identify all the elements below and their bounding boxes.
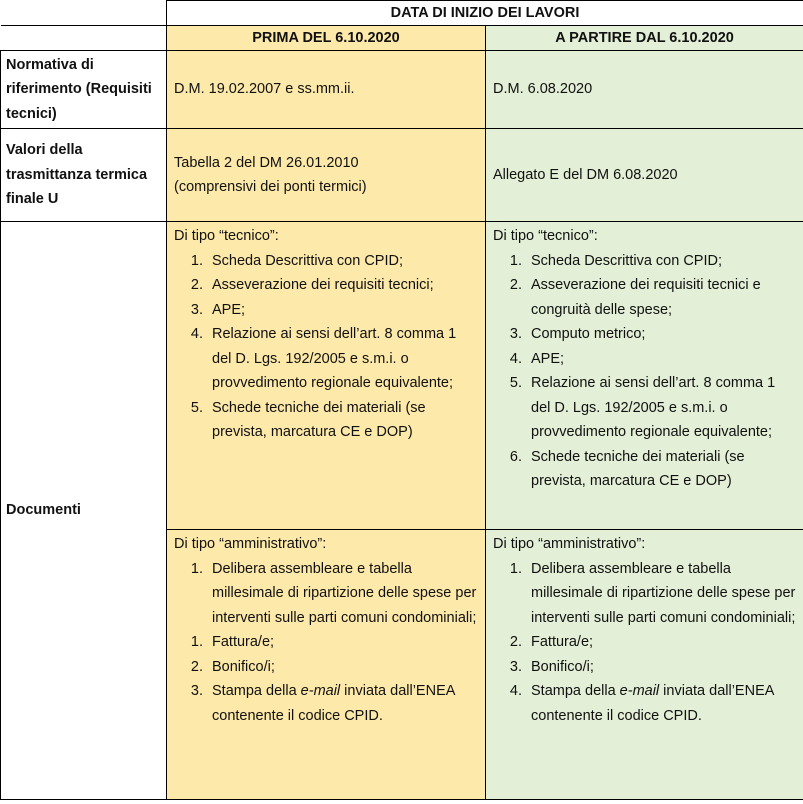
row-trasmittanza xyxy=(1,129,803,222)
tecnico-before-list xyxy=(174,249,478,445)
tecnico-before-heading: Di tipo “tecnico”: xyxy=(174,228,279,244)
amm-before-list xyxy=(174,557,478,729)
column-header-row xyxy=(1,26,803,51)
row-documenti-tecnico xyxy=(1,222,803,530)
list-item: 4. Relazione ai sensi dell’art. 8 comma 1 del D. Lgs. 192/2005 e s.m.i. o provvedimento regionale equivalente; xyxy=(190,326,457,391)
column-header-before: PRIMA DEL 6.10.2020 xyxy=(167,26,486,51)
tecnico-before-cell xyxy=(167,222,486,530)
column-header-after: A PARTIRE DAL 6.10.2020 xyxy=(486,26,803,51)
trasmittanza-after: Allegato E del DM 6.08.2020 xyxy=(486,129,803,222)
list-item: 2. Fattura/e; xyxy=(509,634,594,650)
amm-after-heading: Di tipo “amministrativo”: xyxy=(493,536,646,552)
amm-before-cell xyxy=(167,530,486,800)
list-item: 1. Scheda Descrittiva con CPID; xyxy=(190,252,403,269)
list-item: 1. Delibera assembleare e tabella millesimale di ripartizione delle spese per interventi sulle parti comuni condominiali; xyxy=(190,560,477,626)
normativa-before: D.M. 19.02.2007 e ss.mm.ii. xyxy=(167,51,486,129)
amm-after-cell xyxy=(486,530,803,800)
corner-empty-cell-2 xyxy=(1,26,167,51)
list-item: 3. Computo metrico; xyxy=(509,326,646,342)
list-item: 2. Bonifico/i; xyxy=(190,658,275,675)
list-item: 1. Fattura/e; xyxy=(190,634,275,650)
amm-before-heading: Di tipo “amministrativo”: xyxy=(174,536,327,552)
trasmittanza-before xyxy=(167,129,486,222)
normativa-after: D.M. 6.08.2020 xyxy=(486,51,803,129)
tecnico-after-cell xyxy=(486,222,803,530)
list-item: 4. APE; xyxy=(509,350,565,367)
list-item: 3. APE; xyxy=(190,301,246,318)
tecnico-after-list xyxy=(493,249,796,494)
main-title: DATA DI INIZIO DEI LAVORI xyxy=(167,1,803,26)
list-item: 1. Scheda Descrittiva con CPID; xyxy=(509,252,722,269)
list-item: 3. Stampa della e-mail inviata dall’ENEA contenente il codice CPID. xyxy=(190,683,455,724)
row-label-normativa: Normativa di riferimento (Requisiti tecnici) xyxy=(1,51,167,129)
list-item: 3. Bonifico/i; xyxy=(509,658,594,675)
trasmittanza-before-line2: (comprensivi dei ponti termici) xyxy=(174,179,367,195)
row-label-documenti: Documenti xyxy=(1,222,167,800)
row-normativa xyxy=(1,51,803,129)
list-item: 5. Schede tecniche dei materiali (se prevista, marcatura CE e DOP) xyxy=(190,399,426,440)
corner-empty-cell xyxy=(1,1,167,26)
tecnico-after-heading: Di tipo “tecnico”: xyxy=(493,228,598,244)
list-item: 5. Relazione ai sensi dell’art. 8 comma 1 del D. Lgs. 192/2005 e s.m.i. o provvedimento regionale equivalente; xyxy=(509,375,776,440)
list-item: 1. Delibera assembleare e tabella millesimale di ripartizione delle spese per interventi sulle parti comuni condominiali; xyxy=(509,560,796,626)
list-item: 6. Schede tecniche dei materiali (se prevista, marcatura CE e DOP) xyxy=(509,448,745,489)
list-item: 2. Asseverazione dei requisiti tecnici e congruità delle spese; xyxy=(509,277,761,318)
list-item: 2. Asseverazione dei requisiti tecnici; xyxy=(190,277,434,293)
row-label-trasmittanza: Valori della trasmittanza termica finale U xyxy=(1,129,167,222)
list-item: 4. Stampa della e-mail inviata dall’ENEA contenente il codice CPID. xyxy=(509,683,774,724)
trasmittanza-before-line1: Tabella 2 del DM 26.01.2010 xyxy=(174,154,359,171)
title-row xyxy=(1,1,803,26)
amm-after-list xyxy=(493,557,796,729)
